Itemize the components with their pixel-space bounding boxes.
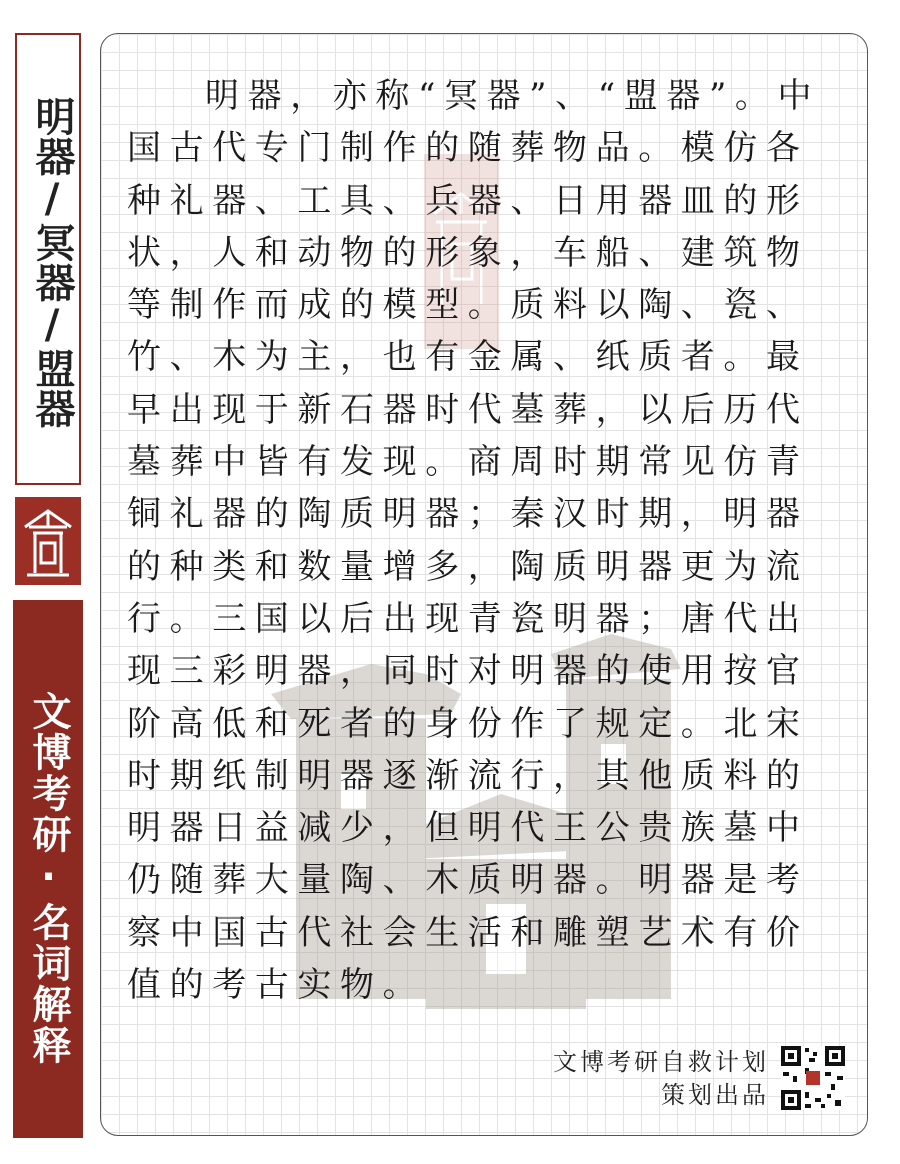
- series-title-box: [13, 600, 83, 1138]
- qr-code-icon[interactable]: [781, 1046, 845, 1110]
- series-title: 文博考研·名词解释: [26, 690, 71, 1066]
- credit-line1: 文博考研自救计划: [553, 1048, 769, 1076]
- definition-card: [100, 33, 868, 1136]
- seal-icon: [15, 497, 81, 585]
- credit: [553, 1046, 769, 1112]
- credit-line2: 策划出品: [661, 1081, 769, 1109]
- term-title-box: [15, 33, 81, 485]
- definition-text: 明器，亦称“冥器”、“盟器”。中国古代专门制作的随葬物品。模仿各种礼器、工具、兵器、日用器皿的形状，人和动物的形象，车船、建筑物等制作而成的模型。质料以陶、瓷、竹、木为主，也有金属、纸质者。最早出现于新石器时代墓葬，以后历代墓葬中皆有发现。商周时期常见仿青铜礼器的陶质明器；秦汉时期，明器的种类和数量增多，陶质明器更为流行。三国以后出现青瓷明器；唐代出现三彩明器，同时对明器的使用按官阶高低和死者的身份作了规定。北宋时期纸制明器逐渐流行，其他质料的明器日益减少，但明代王公贵族墓中仍随葬大量陶、木质明器。明器是考察中国古代社会生活和雕塑艺术有价值的考古实物。: [127, 76, 821, 1006]
- term-title: 明器/冥器/盟器: [29, 96, 75, 428]
